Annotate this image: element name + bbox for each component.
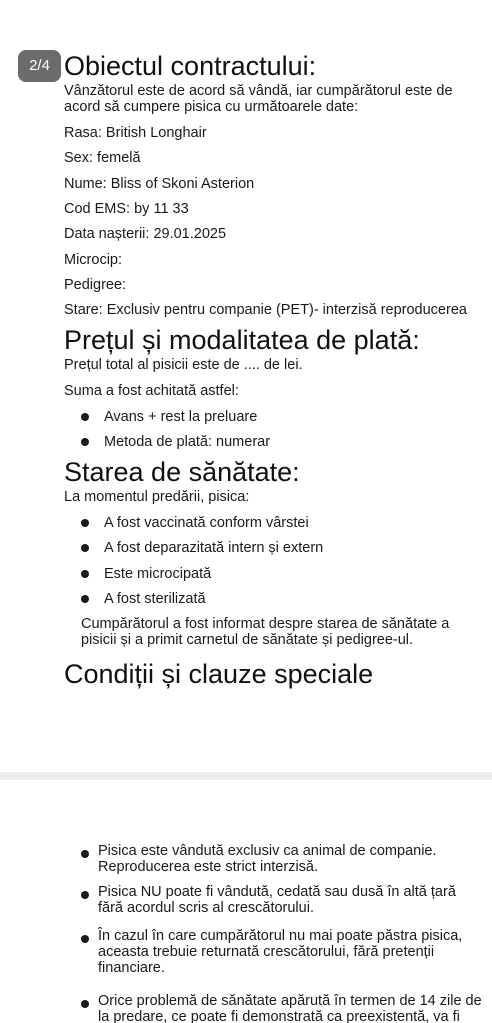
- detail-birth-date: Data nașterii: 29.01.2025: [64, 226, 227, 242]
- section-heading-health: Starea de sănătate:: [64, 457, 300, 487]
- clause-bullet-no-transfer: Pisica NU poate fi vândută, cedată sau dusă în altă țară fără acordul scris al crescătorului.: [98, 884, 456, 916]
- detail-breed: Rasa: British Longhair: [64, 125, 207, 141]
- bullet-dot: [81, 544, 89, 552]
- bullet-dot: [81, 850, 89, 858]
- health-note-text: Cumpărătorul a fost informat despre starea de sănătate a pisicii și a primit carnetul de sănătate și pedigree-ul.: [81, 616, 450, 648]
- section-intro-text: Vânzătorul este de acord să vândă, iar cumpărătorul este de acord să cumpere pisica cu următoarele date:: [64, 83, 453, 115]
- payment-text: Suma a fost achitată astfel:: [64, 383, 239, 399]
- bullet-dot: [81, 935, 89, 943]
- section-heading-contract-object: Obiectul contractului:: [64, 51, 317, 81]
- health-bullet-vaccinated: A fost vaccinată conform vârstei: [104, 515, 309, 531]
- document-page-3: [0, 780, 492, 1023]
- section-heading-special-conditions: Condiții și clauze speciale: [64, 659, 374, 689]
- page-separator: [0, 772, 492, 780]
- detail-pedigree: Pedigree:: [64, 277, 127, 293]
- health-bullet-dewormed: A fost deparazitată intern și extern: [104, 540, 324, 556]
- section-heading-price: Prețul și modalitatea de plată:: [64, 325, 420, 355]
- bullet-dot: [81, 438, 89, 446]
- bullet-dot: [81, 595, 89, 603]
- detail-microchip: Microcip:: [64, 252, 123, 268]
- health-intro-text: La momentul predării, pisica:: [64, 489, 250, 505]
- bullet-dot: [81, 570, 89, 578]
- detail-sex: Sex: femelă: [64, 150, 141, 166]
- page-indicator-badge: 2/4: [18, 50, 61, 82]
- payment-bullet-advance: Avans + rest la preluare: [104, 409, 258, 425]
- detail-ems-code: Cod EMS: by 11 33: [64, 201, 189, 217]
- clause-bullet-pet-only: Pisica este vândută exclusiv ca animal de companie. Reproducerea este strict interzisă.: [98, 843, 437, 875]
- bullet-dot: [81, 413, 89, 421]
- clause-bullet-return: În cazul în care cumpărătorul nu mai poate păstra pisica, aceasta trebuie returnată crescătorului, fără pretenții financiare.: [98, 928, 463, 976]
- bullet-dot: [81, 891, 89, 899]
- bullet-dot: [81, 519, 89, 527]
- bullet-dot: [81, 1000, 89, 1008]
- price-text: Prețul total al pisicii este de .... de lei.: [64, 357, 303, 373]
- payment-bullet-method: Metoda de plată: numerar: [104, 434, 271, 450]
- health-bullet-sterilized: A fost sterilizată: [104, 591, 206, 607]
- clause-bullet-health-issue: Orice problemă de sănătate apărută în termen de 14 zile de la predare, ce poate fi demonstrată ca preexistentă, va fi: [98, 993, 482, 1023]
- health-bullet-microchipped: Este microcipată: [104, 566, 212, 582]
- detail-status: Stare: Exclusiv pentru companie (PET)- interzisă reproducerea: [64, 302, 467, 318]
- detail-name: Nume: Bliss of Skoni Asterion: [64, 176, 255, 192]
